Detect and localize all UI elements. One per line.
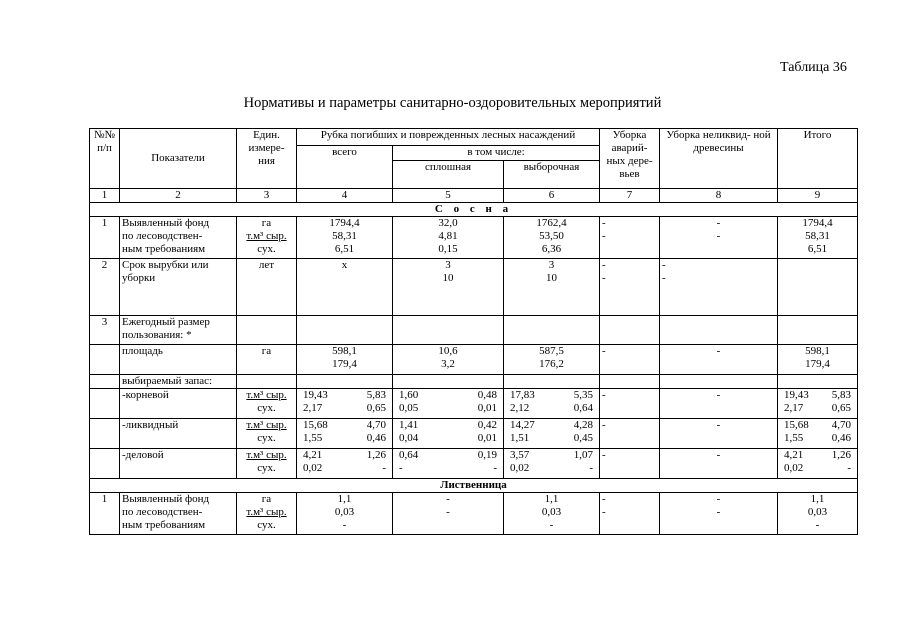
table-row <box>90 345 858 375</box>
table-row <box>90 259 858 316</box>
row-label: Срок вырубки или уборки <box>120 259 237 316</box>
section-pine: С о с н а <box>90 203 858 217</box>
row-label: площадь <box>120 345 237 375</box>
table-number: Таблица 36 <box>780 60 847 75</box>
cell-emergency: - - <box>600 217 660 259</box>
col-num: 6 <box>504 189 600 203</box>
cell-sum: 598,1 179,4 <box>778 345 858 375</box>
header-selective: выборочная <box>504 161 600 189</box>
cell-emergency: - <box>600 389 660 419</box>
cell-illiquid: - <box>660 449 778 479</box>
header-no: №№ п/п <box>90 129 120 189</box>
row-units: лет <box>237 259 297 316</box>
cell-total: 598,1 179,4 <box>297 345 393 375</box>
cell-clear: 32,0 4,81 0,15 <box>393 217 504 259</box>
row-label: -деловой <box>120 449 237 479</box>
cell-sum <box>778 259 858 316</box>
row-units: т.м³ сыр. сух. <box>237 419 297 449</box>
header-clear: сплошная <box>393 161 504 189</box>
row-label: Выявленный фонд по лесоводствен- ным требованиям <box>120 217 237 259</box>
header-incl: в том числе: <box>393 146 600 161</box>
cell-illiquid: - - <box>660 259 778 316</box>
row-units: т.м³ сыр. сух. <box>237 449 297 479</box>
row-label: Выявленный фонд по лесоводствен- ным требованиям <box>120 493 237 535</box>
row-units: га <box>237 345 297 375</box>
cell-clear: 10,6 3,2 <box>393 345 504 375</box>
row-number: 1 <box>90 217 120 259</box>
table-row <box>90 217 858 259</box>
cell-selective: 3 10 <box>504 259 600 316</box>
row-number: 2 <box>90 259 120 316</box>
cell-clear: 1,41 0,42 0,04 0,01 <box>393 419 504 449</box>
table-row <box>90 389 858 419</box>
row-label: выбираемый запас: <box>120 375 237 389</box>
col-num: 1 <box>90 189 120 203</box>
cell-total: 19,43 5,83 2,17 0,65 <box>297 389 393 419</box>
header-emergency: Уборка аварий- ных дере- вьев <box>600 129 660 189</box>
cell-illiquid: - <box>660 419 778 449</box>
cell-selective: 587,5 176,2 <box>504 345 600 375</box>
cell-total: х <box>297 259 393 316</box>
header-row <box>90 129 858 146</box>
col-num: 9 <box>778 189 858 203</box>
cell-total: 1794,4 58,31 6,51 <box>297 217 393 259</box>
col-num: 5 <box>393 189 504 203</box>
cell-total: 4,21 1,26 0,02 - <box>297 449 393 479</box>
cell-emergency: - <box>600 345 660 375</box>
header-unit: Един. измере- ния <box>237 129 297 189</box>
table-row <box>90 449 858 479</box>
row-label: -ликвидный <box>120 419 237 449</box>
row-number: 3 <box>90 316 120 345</box>
table-row <box>90 375 858 389</box>
cell-illiquid: - <box>660 345 778 375</box>
cell-selective: 3,57 1,07 0,02 - <box>504 449 600 479</box>
table-title: Нормативы и параметры санитарно-оздоровительных мероприятий <box>243 95 662 111</box>
row-number: 1 <box>90 493 120 535</box>
row-units: га т.м³ сыр. сух. <box>237 217 297 259</box>
cell-selective: 14,27 4,28 1,51 0,45 <box>504 419 600 449</box>
cell-total: 15,68 4,70 1,55 0,46 <box>297 419 393 449</box>
section-row <box>90 203 858 217</box>
cell-clear: 0,64 0,19 - - <box>393 449 504 479</box>
cell-selective: 1762,4 53,50 6,36 <box>504 217 600 259</box>
cell-emergency: - - <box>600 493 660 535</box>
header-illiquid: Уборка неликвид- ной древесины <box>660 129 778 189</box>
cell-sum: 1,1 0,03 - <box>778 493 858 535</box>
cell-sum: 15,68 4,70 1,55 0,46 <box>778 419 858 449</box>
row-units: т.м³ сыр. сух. <box>237 389 297 419</box>
cell-total: 1,1 0,03 - <box>297 493 393 535</box>
cell-selective: 17,83 5,35 2,12 0,64 <box>504 389 600 419</box>
row-label: Ежегодный размер пользования: * <box>120 316 237 345</box>
row-units: га т.м³ сыр. сух. <box>237 493 297 535</box>
table-row <box>90 316 858 345</box>
col-num: 2 <box>120 189 237 203</box>
col-num: 7 <box>600 189 660 203</box>
header-indicator: Показатели <box>120 129 237 189</box>
table-row <box>90 419 858 449</box>
row-label: -корневой <box>120 389 237 419</box>
col-num: 4 <box>297 189 393 203</box>
cell-clear: 3 10 <box>393 259 504 316</box>
section-row <box>90 479 858 493</box>
norms-table <box>89 128 858 535</box>
col-num: 8 <box>660 189 778 203</box>
section-larch: Лиственница <box>90 479 858 493</box>
header-sum: Итого <box>778 129 858 189</box>
cell-selective: 1,1 0,03 - <box>504 493 600 535</box>
cell-illiquid: - - <box>660 217 778 259</box>
cell-clear: 1,60 0,48 0,05 0,01 <box>393 389 504 419</box>
cell-emergency: - - <box>600 259 660 316</box>
cell-sum: 4,21 1,26 0,02 - <box>778 449 858 479</box>
cell-emergency: - <box>600 449 660 479</box>
header-cut-group: Рубка погибших и поврежденных лесных насаждений <box>297 129 600 146</box>
header-total: всего <box>297 146 393 189</box>
cell-sum: 19,43 5,83 2,17 0,65 <box>778 389 858 419</box>
cell-emergency: - <box>600 419 660 449</box>
cell-illiquid: - <box>660 389 778 419</box>
cell-clear: - - <box>393 493 504 535</box>
table-row <box>90 493 858 535</box>
column-numbers-row <box>90 189 858 203</box>
col-num: 3 <box>237 189 297 203</box>
cell-sum: 1794,4 58,31 6,51 <box>778 217 858 259</box>
cell-illiquid: - - <box>660 493 778 535</box>
